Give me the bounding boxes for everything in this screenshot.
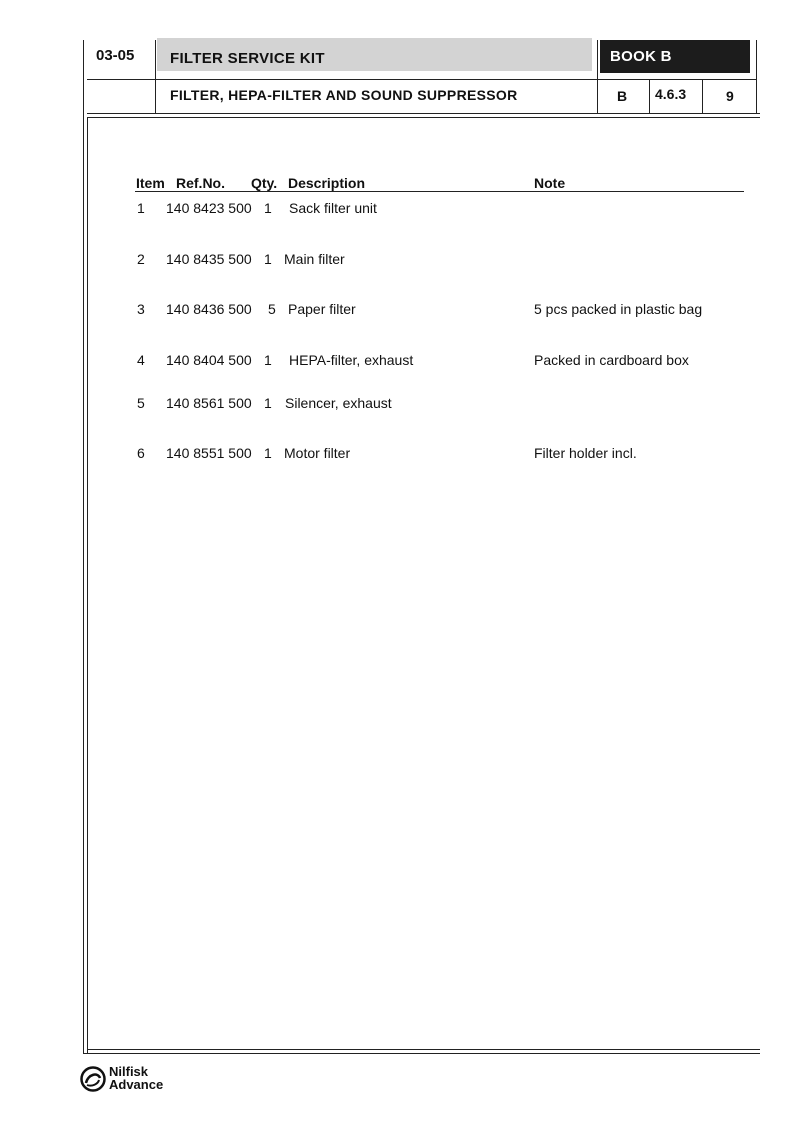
- header-bottom-line: [87, 113, 760, 114]
- nilfisk-swirl-icon: [80, 1066, 106, 1092]
- row-qty: 1: [264, 352, 272, 368]
- header-divider-3: [649, 80, 650, 113]
- header-divider-4: [702, 80, 703, 113]
- column-header-qty: Qty.: [251, 175, 278, 191]
- row-item: 4: [137, 352, 145, 368]
- page-number: 9: [726, 88, 734, 104]
- row-item: 3: [137, 301, 145, 317]
- row-description: Main filter: [284, 251, 345, 267]
- row-description: Paper filter: [288, 301, 356, 317]
- row-ref: 140 8423 500: [166, 200, 252, 216]
- row-qty: 1: [264, 251, 272, 267]
- date-code: 03-05: [96, 47, 135, 64]
- row-qty: 5: [268, 301, 276, 317]
- row-note: Filter holder incl.: [534, 445, 637, 461]
- row-item: 2: [137, 251, 145, 267]
- row-note: Packed in cardboard box: [534, 352, 689, 368]
- row-qty: 1: [264, 395, 272, 411]
- column-header-description: Description: [288, 175, 366, 191]
- row-ref: 140 8435 500: [166, 251, 252, 267]
- frame-left-outer: [83, 40, 84, 1053]
- page-title: FILTER SERVICE KIT: [170, 50, 325, 67]
- nilfisk-advance-logo: [80, 1063, 190, 1095]
- column-header-note: Note: [534, 175, 566, 191]
- row-ref: 140 8436 500: [166, 301, 252, 317]
- row-description: HEPA-filter, exhaust: [289, 352, 414, 368]
- column-header-item: Item: [136, 175, 165, 191]
- row-item: 1: [137, 200, 145, 216]
- row-description: Silencer, exhaust: [285, 395, 392, 411]
- row-item: 5: [137, 395, 145, 411]
- row-qty: 1: [264, 445, 272, 461]
- logo-line-2: Advance: [109, 1077, 164, 1092]
- frame-bottom-line: [83, 1053, 760, 1054]
- frame-left-inner: [87, 117, 88, 1053]
- header-divider-2: [597, 40, 598, 113]
- row-qty: 1: [264, 200, 272, 216]
- section-letter: B: [617, 88, 628, 104]
- row-note: 5 pcs packed in plastic bag: [534, 301, 703, 317]
- frame-bottom-line-2: [87, 1049, 760, 1050]
- table-header-rule: [135, 191, 744, 192]
- page-subtitle: FILTER, HEPA-FILTER AND SOUND SUPPRESSOR: [170, 87, 518, 103]
- row-description: Sack filter unit: [289, 200, 377, 216]
- header-divider-1: [155, 40, 156, 113]
- header-mid-line: [87, 79, 756, 80]
- logo-line-1: Nilfisk: [109, 1064, 149, 1079]
- book-label: BOOK B: [610, 48, 672, 65]
- column-header-ref: Ref.No.: [176, 175, 225, 191]
- row-ref: 140 8551 500: [166, 445, 252, 461]
- row-ref: 140 8561 500: [166, 395, 252, 411]
- header-bottom-line-2: [87, 117, 760, 118]
- section-number: 4.6.3: [655, 86, 687, 102]
- frame-right: [756, 40, 757, 113]
- row-item: 6: [137, 445, 145, 461]
- row-description: Motor filter: [284, 445, 351, 461]
- row-ref: 140 8404 500: [166, 352, 252, 368]
